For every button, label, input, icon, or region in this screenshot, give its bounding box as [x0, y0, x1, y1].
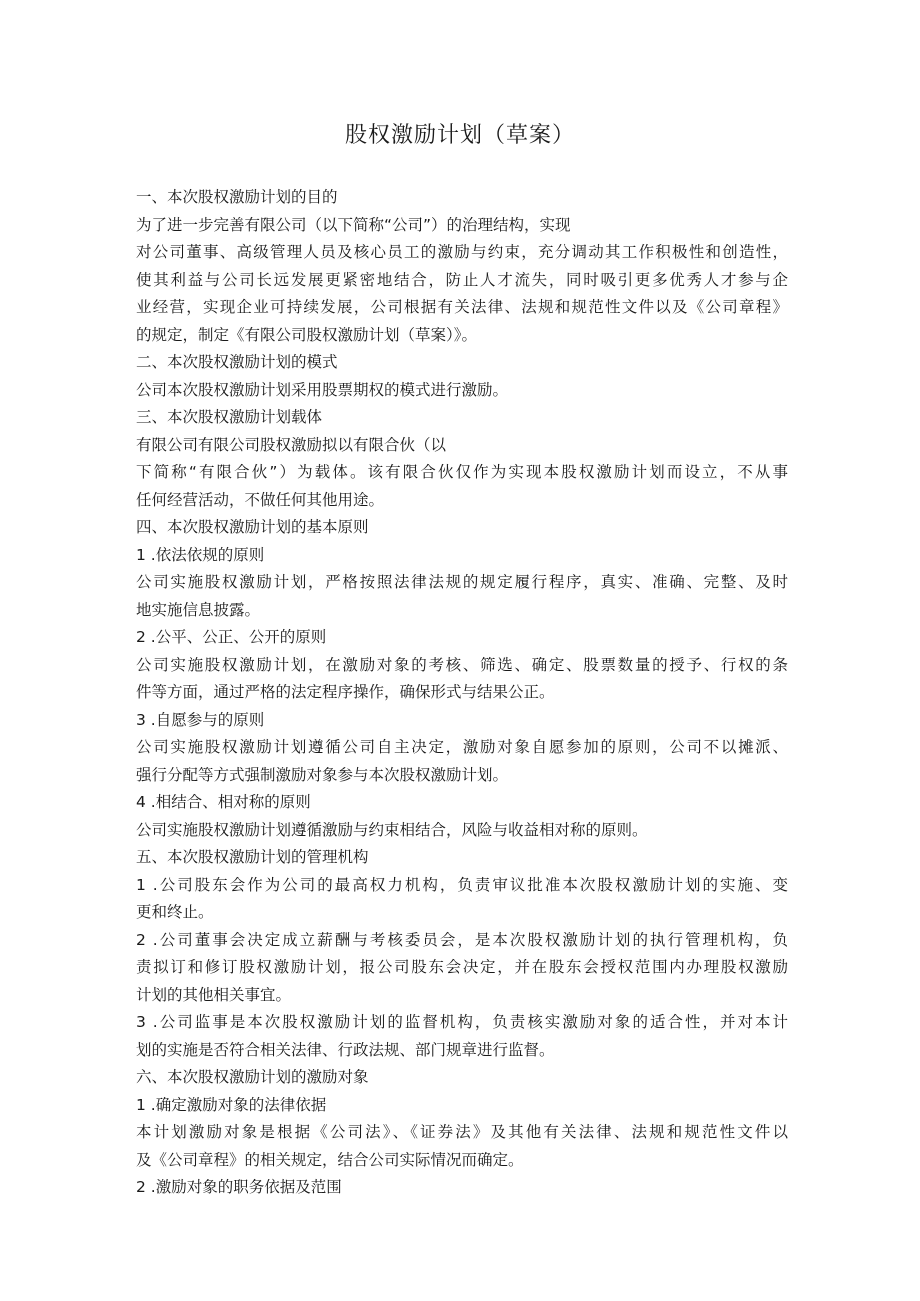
paragraph-line: 公司本次股权激励计划采用股票期权的模式进行激励。 [136, 380, 509, 399]
paragraph-line: 地实施信息披露。 [136, 600, 261, 619]
paragraph-line: 公司实施股权激励计划，严格按照法律法规的规定履行程序，真实、准确、完整、及时 [136, 573, 788, 591]
paragraph-line: 更和终止。 [136, 903, 214, 921]
page-title: 股权激励计划（草案） [344, 123, 575, 148]
paragraph-line: 3 .公司监事是本次股权激励计划的监督机构，负责核实激励对象的适合性，并对本计 [136, 1013, 788, 1031]
paragraph-line: 任何经营活动，不做任何其他用途。 [136, 490, 385, 509]
paragraph-line: 2 .公司董事会决定成立薪酬与考核委员会，是本次股权激励计划的执行管理机构，负 [136, 930, 788, 949]
section-heading: 一、本次股权激励计划的目的 [136, 188, 338, 206]
document-body [136, 184, 788, 1202]
paragraph-line: 本计划激励对象是根据《公司法》、《证券法》及其他有关法律、法规和规范性文件以 [136, 1123, 788, 1141]
paragraph-line: 及《公司章程》的相关规定，结合公司实际情况而确定。 [136, 1150, 524, 1169]
paragraph-line: 使其利益与公司长远发展更紧密地结合，防止人才流失，同时吸引更多优秀人才参与企 [136, 270, 788, 289]
paragraph-line: 公司实施股权激励计划遵循公司自主决定，激励对象自愿参加的原则，公司不以摊派、 [136, 738, 788, 756]
section-heading: 六、本次股权激励计划的激励对象 [136, 1068, 369, 1086]
paragraph-line: 下简称“有限合伙”）为载体。该有限合伙仅作为实现本股权激励计划而设立，不从事 [136, 463, 788, 481]
section-heading: 二、本次股权激励计划的模式 [136, 353, 338, 371]
paragraph-line: 对公司董事、高级管理人员及核心员工的激励与约束，充分调动其工作积极性和创造性， [136, 243, 788, 261]
subsection-heading: 4 .相结合、相对称的原则 [136, 793, 311, 811]
paragraph-line: 业经营，实现企业可持续发展，公司根据有关法律、法规和规范性文件以及《公司章程》 [136, 298, 788, 316]
section-heading: 三、本次股权激励计划载体 [136, 408, 323, 426]
paragraph-line: 件等方面，通过严格的法定程序操作，确保形式与结果公正。 [136, 683, 555, 701]
subsection-heading: 1 .依法依规的原则 [136, 545, 265, 564]
paragraph-line: 计划的其他相关事宜。 [136, 985, 292, 1004]
paragraph-line: 强行分配等方式强制激励对象参与本次股权激励计划。 [136, 765, 509, 784]
paragraph-line: 为了进一步完善有限公司（以下简称“公司”）的治理结构，实现 [136, 215, 571, 234]
paragraph-line: 1 .公司股东会作为公司的最高权力机构，负责审议批准本次股权激励计划的实施、变 [136, 875, 788, 894]
section-heading: 四、本次股权激励计划的基本原则 [136, 518, 369, 536]
paragraph-line: 有限公司有限公司股权激励拟以有限合伙（以 [136, 435, 447, 454]
subsection-heading: 3 .自愿参与的原则 [136, 710, 265, 729]
section-heading: 五、本次股权激励计划的管理机构 [136, 848, 369, 866]
paragraph-line: 划的实施是否符合相关法律、行政法规、部门规章进行监督。 [136, 1040, 555, 1059]
paragraph-line: 公司实施股权激励计划，在激励对象的考核、筛选、确定、股票数量的授予、行权的条 [136, 655, 788, 674]
paragraph-line: 的规定，制定《有限公司股权激励计划（草案）》。 [136, 325, 478, 344]
paragraph-line: 公司实施股权激励计划遵循激励与约束相结合，风险与收益相对称的原则。 [136, 820, 648, 839]
subsection-heading: 2 .激励对象的职务依据及范围 [136, 1178, 342, 1196]
subsection-heading: 1 .确定激励对象的法律依据 [136, 1095, 327, 1114]
paragraph-line: 责拟订和修订股权激励计划，报公司股东会决定，并在股东会授权范围内办理股权激励 [136, 958, 788, 976]
subsection-heading: 2 .公平、公正、公开的原则 [136, 628, 327, 646]
